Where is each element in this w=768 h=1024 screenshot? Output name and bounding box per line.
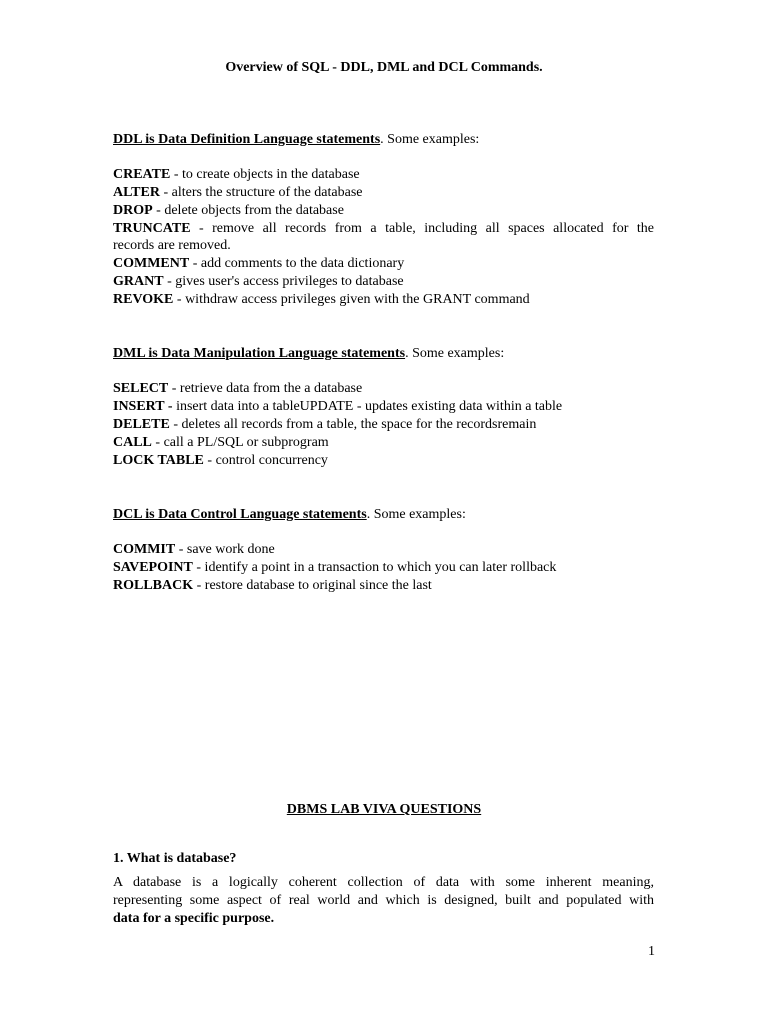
dcl-item-rollback [113, 577, 432, 595]
ddl-item-create [113, 166, 360, 184]
dml-item-insert [113, 398, 562, 416]
ddl-item-truncate [113, 220, 654, 238]
command-name: SAVEPOINT [113, 560, 193, 575]
viva-answer-line-3: data for a specific purpose. [113, 911, 275, 926]
command-desc: - control concurrency [203, 453, 328, 468]
command-desc: - delete objects from the database [152, 203, 344, 218]
command-name: ALTER [113, 185, 160, 200]
dml-item-call [113, 434, 329, 452]
dml-heading: DML is Data Manipulation Language statements [113, 346, 406, 361]
viva-answer-line-1: A database is a logically coherent collection of data with some inherent meaning, [113, 875, 654, 890]
command-name: DROP [113, 203, 153, 218]
command-desc: insert data into a tableUPDATE - updates existing data within a table [172, 399, 563, 414]
command-desc: - call a PL/SQL or subprogram [151, 435, 329, 450]
command-desc: - remove all records from a table, including all spaces allocated for the [190, 221, 654, 236]
ddl-item-alter [113, 184, 362, 202]
command-desc: - alters the structure of the database [159, 185, 363, 200]
command-name: CALL [113, 435, 152, 450]
command-name: REVOKE [113, 292, 174, 307]
viva-answer-line-2: representing some aspect of real world and which is designed, built and populated with [113, 893, 654, 908]
command-name: ROLLBACK [113, 578, 194, 593]
command-desc: - to create objects in the database [170, 167, 360, 182]
command-name: DELETE [113, 417, 170, 432]
dcl-heading-tail: . Some examples: [366, 507, 466, 522]
command-desc: - restore database to original since the last [193, 578, 432, 593]
ddl-item-truncate-cont: records are removed. [113, 238, 231, 253]
command-name: COMMIT [113, 542, 176, 557]
command-name: LOCK TABLE [113, 453, 204, 468]
command-name: SELECT [113, 381, 169, 396]
ddl-heading: DDL is Data Definition Language statements [113, 132, 381, 147]
page-title: Overview of SQL - DDL, DML and DCL Commands. [225, 60, 543, 75]
command-desc: - gives user's access privileges to database [163, 274, 404, 289]
dml-item-delete [113, 416, 536, 434]
dcl-heading: DCL is Data Control Language statements [113, 507, 367, 522]
command-desc: - retrieve data from the a database [168, 381, 363, 396]
command-desc: - save work done [175, 542, 275, 557]
ddl-item-drop [113, 202, 344, 220]
dcl-item-commit [113, 541, 275, 559]
command-name: CREATE [113, 167, 171, 182]
ddl-item-grant [113, 273, 404, 291]
ddl-item-comment [113, 255, 404, 273]
command-desc: - identify a point in a transaction to which you can later rollback [192, 560, 557, 575]
viva-heading: DBMS LAB VIVA QUESTIONS [286, 802, 482, 817]
command-name: GRANT [113, 274, 164, 289]
dml-item-select [113, 380, 362, 398]
ddl-item-revoke [113, 291, 530, 309]
dcl-heading-line [113, 506, 466, 524]
command-desc: - add comments to the data dictionary [189, 256, 405, 271]
dml-heading-line [113, 345, 504, 363]
viva-question: 1. What is database? [113, 851, 237, 866]
dml-item-lock-table [113, 452, 328, 470]
command-name: INSERT - [113, 399, 173, 414]
page-number: 1 [648, 944, 655, 959]
dml-heading-tail: . Some examples: [405, 346, 505, 361]
dcl-item-savepoint [113, 559, 556, 577]
command-desc: - withdraw access privileges given with the GRANT command [173, 292, 530, 307]
command-name: TRUNCATE [113, 221, 191, 236]
ddl-heading-line [113, 131, 479, 149]
command-desc: - deletes all records from a table, the space for the recordsremain [169, 417, 537, 432]
ddl-heading-tail: . Some examples: [380, 132, 480, 147]
command-name: COMMENT [113, 256, 190, 271]
